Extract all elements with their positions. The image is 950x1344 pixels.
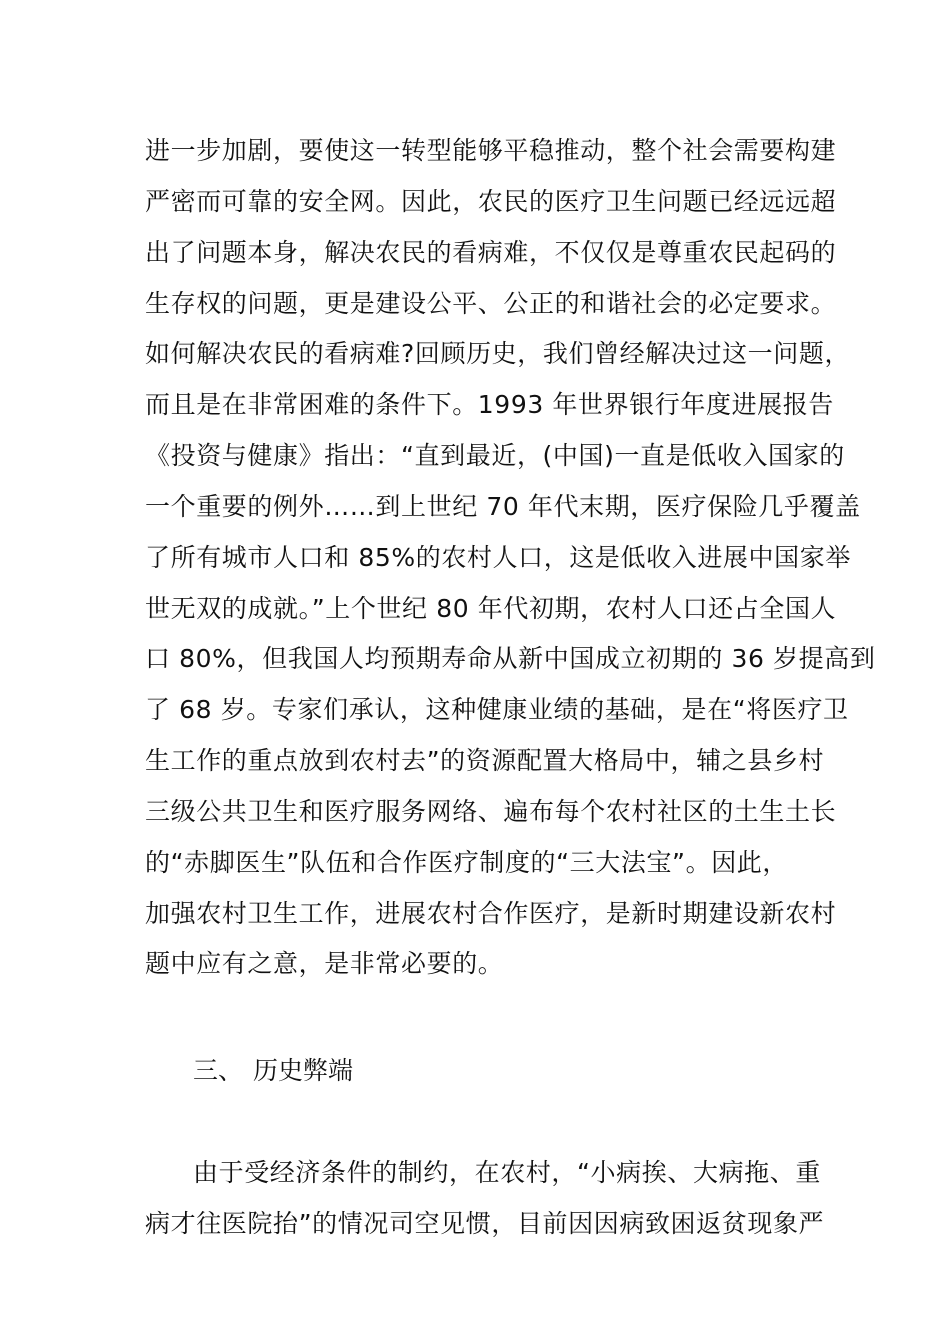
section-title: 历史弊端 — [253, 1056, 354, 1085]
body-text-line: 了所有城市人口和 85%的农村人口，这是低收入进展中国家举 — [145, 543, 851, 572]
section-number: 三、 — [193, 1056, 244, 1085]
body-text-line: 三级公共卫生和医疗服务网络、遍布每个农村社区的土生土长 — [145, 797, 837, 826]
body-text-line: 一个重要的例外……到上世纪 70 年代末期，医疗保险几乎覆盖 — [145, 492, 861, 521]
body-text-line: 《投资与健康》指出：“直到最近，(中国)一直是低收入国家的 — [145, 441, 845, 470]
body-text-line: 了 68 岁。专家们承认，这种健康业绩的基础，是在“将医疗卫 — [145, 695, 849, 724]
body-text-line: 出了问题本身，解决农民的看病难，不仅仅是尊重农民起码的 — [145, 238, 837, 267]
body-text-line: 病才往医院抬”的情况司空见惯，目前因因病致困返贫现象严 — [145, 1209, 825, 1238]
body-text-line: 题中应有之意，是非常必要的。 — [145, 949, 504, 978]
body-text-line: 由于受经济条件的制约，在农村，“小病挨、大病拖、重 — [193, 1158, 821, 1187]
body-text-line: 进一步加剧，要使这一转型能够平稳推动，整个社会需要构建 — [145, 136, 837, 165]
body-text-line: 的“赤脚医生”队伍和合作医疗制度的“三大法宝”。因此， — [145, 848, 789, 877]
body-text-line: 世无双的成就。”上个世纪 80 年代初期，农村人口还占全国人 — [145, 594, 837, 623]
body-text-line: 生工作的重点放到农村去”的资源配置大格局中，辅之县乡村 — [145, 746, 825, 775]
body-text-line: 如何解决农民的看病难?回顾历史，我们曾经解决过这一问题， — [145, 339, 851, 368]
section-heading — [193, 1056, 353, 1086]
body-text-line: 生存权的问题，更是建设公平、公正的和谐社会的必定要求。 — [145, 289, 837, 318]
body-text-line: 而且是在非常困难的条件下。1993 年世界银行年度进展报告 — [145, 390, 834, 419]
body-text-line: 加强农村卫生工作，进展农村合作医疗，是新时期建设新农村 — [145, 899, 837, 928]
body-text-line: 口 80%，但我国人均预期寿命从新中国成立初期的 36 岁提高到 — [145, 644, 876, 673]
body-text-line: 严密而可靠的安全网。因此，农民的医疗卫生问题已经远远超 — [145, 187, 837, 216]
